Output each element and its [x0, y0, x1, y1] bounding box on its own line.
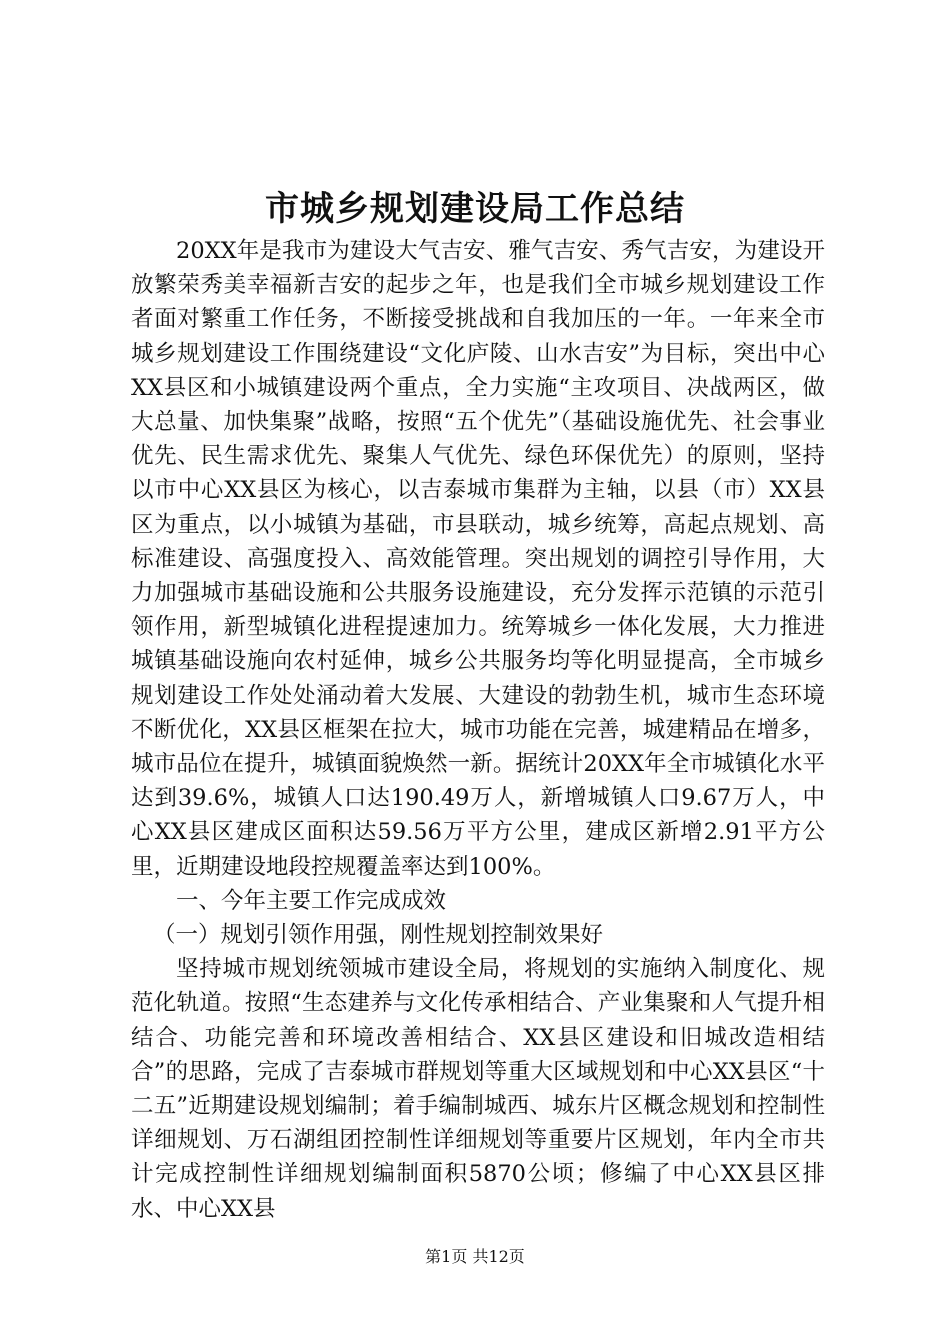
document-title: 市城乡规划建设局工作总结 — [265, 189, 685, 229]
page-footer: 第1页 共12页 — [425, 1247, 525, 1266]
section-heading: 一、今年主要工作完成成效 — [176, 887, 447, 914]
subsection-heading: （一）规划引领作用强，刚性规划控制效果好 — [153, 922, 604, 949]
document-body — [131, 234, 825, 1226]
body-paragraph: 坚持城市规划统领城市建设全局，将规划的实施纳入制度化、规范化轨道。按照“生态建养与文化传承相结合、产业集聚和人气提升相结合、功能完善和环境改善相结合、XX县区建设和旧城改造相结合”的思路，完成了吉泰城市群规划等重大区域规划和中心XX县区“十二五”近期建设规划编制；着手编制城西、城东片区概念规划和控制性详细规划、万石湖组团控制性详细规划等重要片区规划，年内全市共计完成控制性详细规划编制面积5870公顷；修编了中心XX县区排水、中心XX县 — [131, 956, 825, 1222]
intro-paragraph: 20XX年是我市为建设大气吉安、雅气吉安、秀气吉安，为建设开放繁荣秀美幸福新吉安的起步之年，也是我们全市城乡规划建设工作者面对繁重工作任务，不断接受挑战和自我加压的一年。一年来全市城乡规划建设工作围绕建设“文化庐陵、山水吉安”为目标，突出中心XX县区和小城镇建设两个重点，全力实施“主攻项目、决战两区，做大总量、加快集聚”战略，按照“五个优先”（基础设施优先、社会事业优先、民生需求优先、聚集人气优先、绿色环保优先）的原则，坚持以市中心XX县区为核心，以吉泰城市集群为主轴，以县（市）XX县区为重点，以小城镇为基础，市县联动，城乡统筹，高起点规划、高标准建设、高强度投入、高效能管理。突出规划的调控引导作用，大力加强城市基础设施和公共服务设施建设，充分发挥示范镇的示范引领作用，新型城镇化进程提速加力。统筹城乡一体化发展，大力推进城镇基础设施向农村延伸，城乡公共服务均等化明显提高，全市城乡规划建设工作处处涌动着大发展、大建设的勃勃生机，城市生态环境不断优化，XX县区框架在拉大，城市功能在完善，城建精品在增多，城市品位在提升，城镇面貌焕然一新。据统计20XX年全市城镇化水平达到39.6%，城镇人口达190.49万人，新增城镇人口9.67万人，中心XX县区建成区面积达59.56万平方公里，建成区新增2.91平方公里，近期建设地段控规覆盖率达到100%。 — [131, 238, 825, 880]
